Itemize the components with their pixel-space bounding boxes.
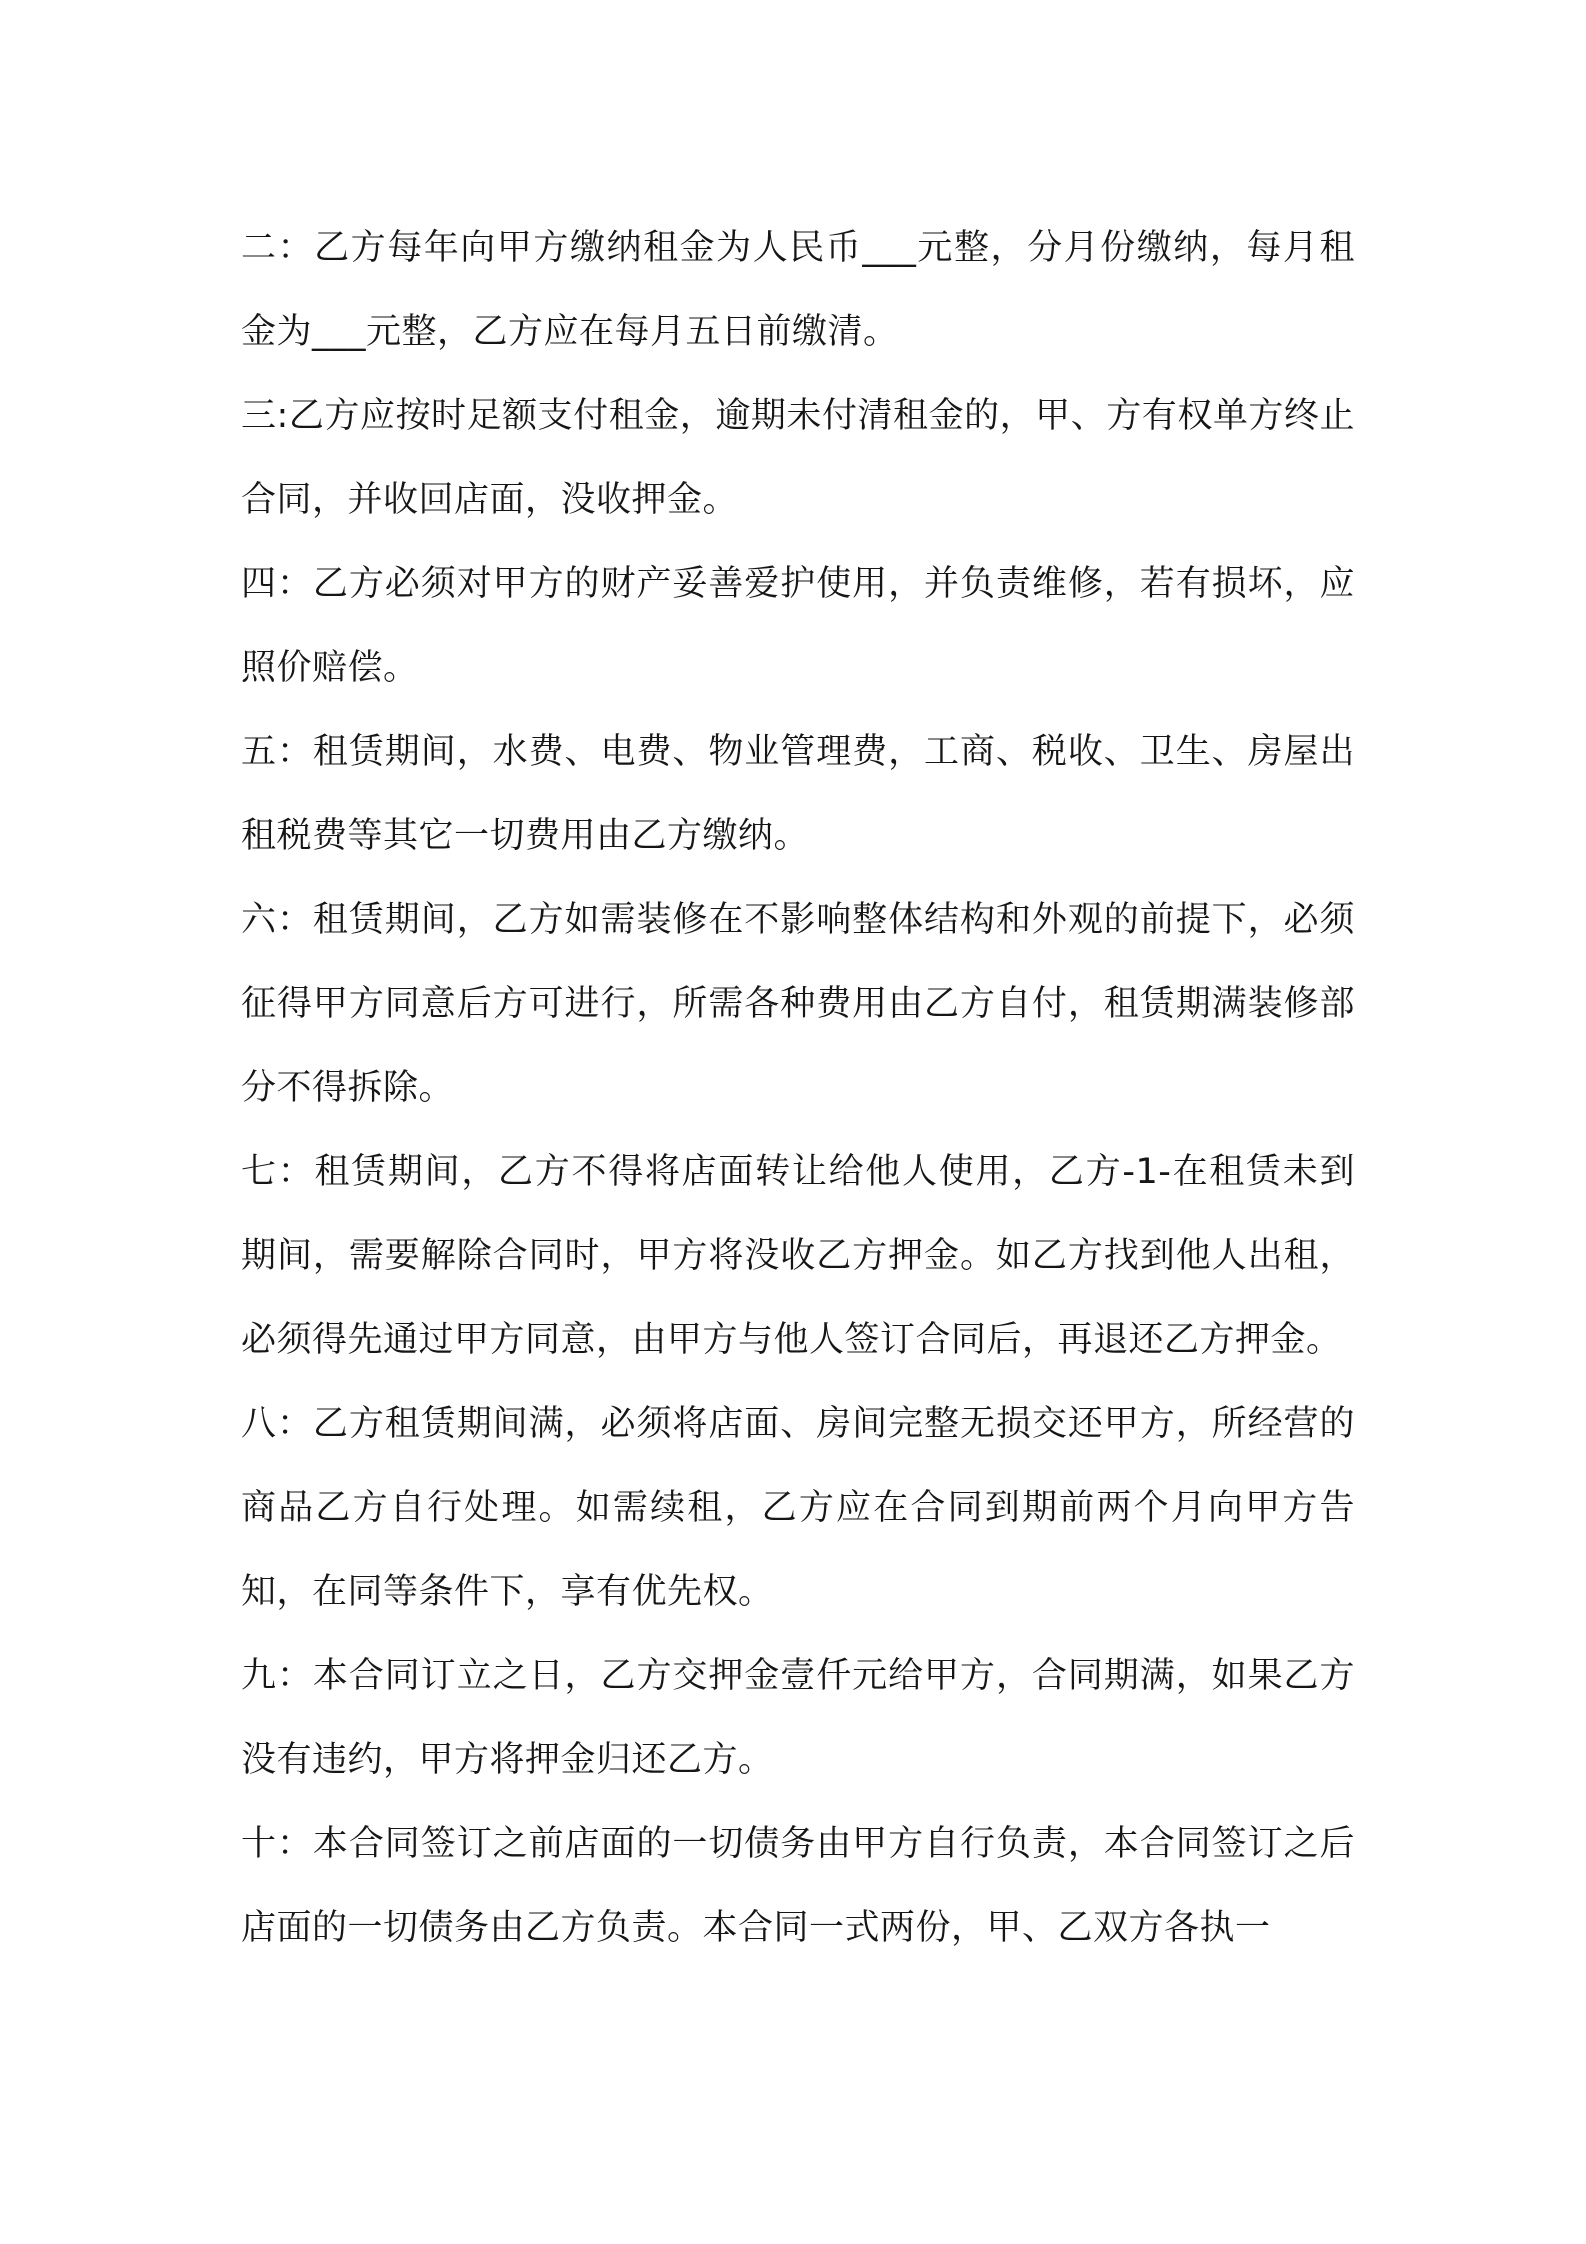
contract-body: [241, 206, 1355, 1970]
clause-7: 七：租赁期间，乙方不得将店面转让给他人使用，乙方-1-在租赁未到期间，需要解除合同时，甲方将没收乙方押金。如乙方找到他人出租，必须得先通过甲方同意，由甲方与他人签订合同后，再退还乙方押金。: [241, 1152, 1355, 1360]
clause-3: 三:乙方应按时足额支付租金，逾期未付清租金的，甲、方有权单方终止合同，并收回店面，没收押金。: [241, 396, 1355, 520]
clause-8: 八：乙方租赁期间满，必须将店面、房间完整无损交还甲方，所经营的商品乙方自行处理。如需续租，乙方应在合同到期前两个月向甲方告知，在同等条件下，享有优先权。: [241, 1404, 1355, 1612]
clause-6: 六：租赁期间，乙方如需装修在不影响整体结构和外观的前提下，必须征得甲方同意后方可进行，所需各种费用由乙方自付，租赁期满装修部分不得拆除。: [241, 900, 1355, 1108]
clause-4: 四：乙方必须对甲方的财产妥善爱护使用，并负责维修，若有损坏，应照价赔偿。: [241, 564, 1355, 688]
clause-5: 五：租赁期间，水费、电费、物业管理费，工商、税收、卫生、房屋出租税费等其它一切费用由乙方缴纳。: [241, 732, 1355, 856]
clause-10: 十：本合同签订之前店面的一切债务由甲方自行负责，本合同签订之后店面的一切债务由乙方负责。本合同一式两份，甲、乙双方各执一: [241, 1824, 1355, 1948]
clause-9: 九：本合同订立之日，乙方交押金壹仟元给甲方，合同期满，如果乙方没有违约，甲方将押金归还乙方。: [241, 1656, 1355, 1780]
clause-2: 二：乙方每年向甲方缴纳租金为人民币___元整，分月份缴纳，每月租金为___元整，乙方应在每月五日前缴清。: [241, 228, 1355, 352]
